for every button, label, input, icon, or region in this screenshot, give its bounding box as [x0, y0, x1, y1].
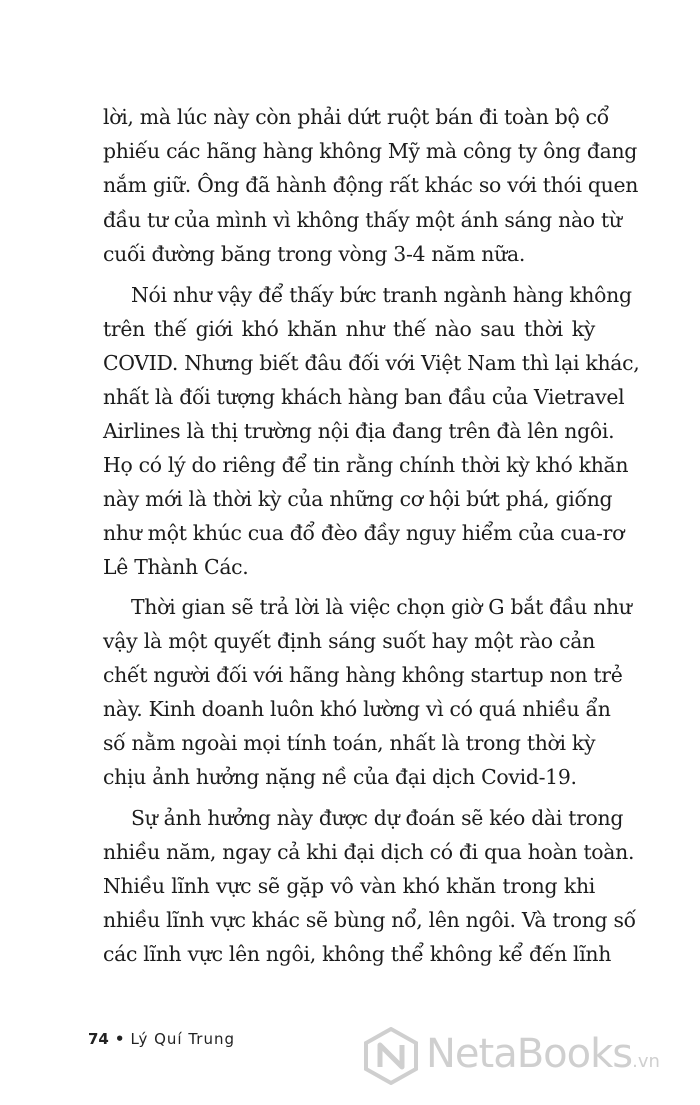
- text-line: số nằm ngoài mọi tính toán, nhất là trong thời kỳ: [103, 731, 596, 755]
- text-line: lời, mà lúc này còn phải dứt ruột bán đi toàn bộ cổ: [103, 105, 609, 129]
- text-line: Thời gian sẽ trả lời là việc chọn giờ G bắt đầu như: [131, 595, 632, 619]
- text-line: COVID. Nhưng biết đâu đối với Việt Nam thì lại khác,: [103, 351, 640, 375]
- text-line: đầu tư của mình vì không thấy một ánh sáng nào từ: [103, 208, 622, 232]
- text-line: Nhiều lĩnh vực sẽ gặp vô vàn khó khăn trong khi: [103, 874, 595, 898]
- watermark-brand: NetaBooks: [426, 1031, 633, 1077]
- text-line: nhiều năm, ngay cả khi đại dịch có đi qua hoàn toàn.: [103, 840, 635, 864]
- text-line: chết người đối với hãng hàng không startup non trẻ: [103, 663, 623, 687]
- text-line: như một khúc cua đổ đèo đầy nguy hiểm của cua-rơ: [103, 521, 625, 545]
- text-line: Sự ảnh hưởng này được dự đoán sẽ kéo dài trong: [131, 806, 624, 830]
- text-line: các lĩnh vực lên ngôi, không thể không kể đến lĩnh: [103, 942, 612, 966]
- watermark-text: [426, 1031, 660, 1077]
- page-number: 74: [88, 1030, 109, 1048]
- watermark-suffix: .vn: [632, 1051, 660, 1072]
- text-line: cuối đường băng trong vòng 3-4 năm nữa.: [103, 242, 526, 266]
- text-line: nhiều lĩnh vực khác sẽ bùng nổ, lên ngôi. Và trong số: [103, 908, 636, 932]
- text-line: chịu ảnh hưởng nặng nề của đại dịch Covid-19.: [103, 765, 577, 789]
- text-line: Nói như vậy để thấy bức tranh ngành hàng không: [131, 283, 632, 307]
- text-line: này mới là thời kỳ của những cơ hội bứt phá, giống: [103, 487, 613, 511]
- footer-separator: •: [114, 1030, 125, 1048]
- text-line: nhất là đối tượng khách hàng ban đầu của Vietravel: [103, 385, 625, 409]
- text-line: Airlines là thị trường nội địa đang trên đà lên ngôi.: [103, 419, 615, 443]
- text-line: vậy là một quyết định sáng suốt hay một rào cản: [103, 629, 595, 653]
- text-line: Họ có lý do riêng để tin rằng chính thời kỳ khó khăn: [103, 453, 629, 477]
- netabooks-watermark: [360, 1025, 700, 1087]
- page-footer: [88, 1030, 235, 1048]
- text-line: trên thế giới khó khăn như thế nào sau thời kỳ: [103, 317, 595, 341]
- text-line: nắm giữ. Ông đã hành động rất khác so với thói quen: [103, 173, 639, 197]
- netabooks-logo-icon: [362, 1027, 420, 1085]
- author-name: Lý Quí Trung: [130, 1030, 236, 1048]
- text-line: Lê Thành Các.: [103, 555, 249, 579]
- text-line: phiếu các hãng hàng không Mỹ mà công ty ông đang: [103, 139, 638, 163]
- text-line: này. Kinh doanh luôn khó lường vì có quá nhiều ẩn: [103, 697, 611, 721]
